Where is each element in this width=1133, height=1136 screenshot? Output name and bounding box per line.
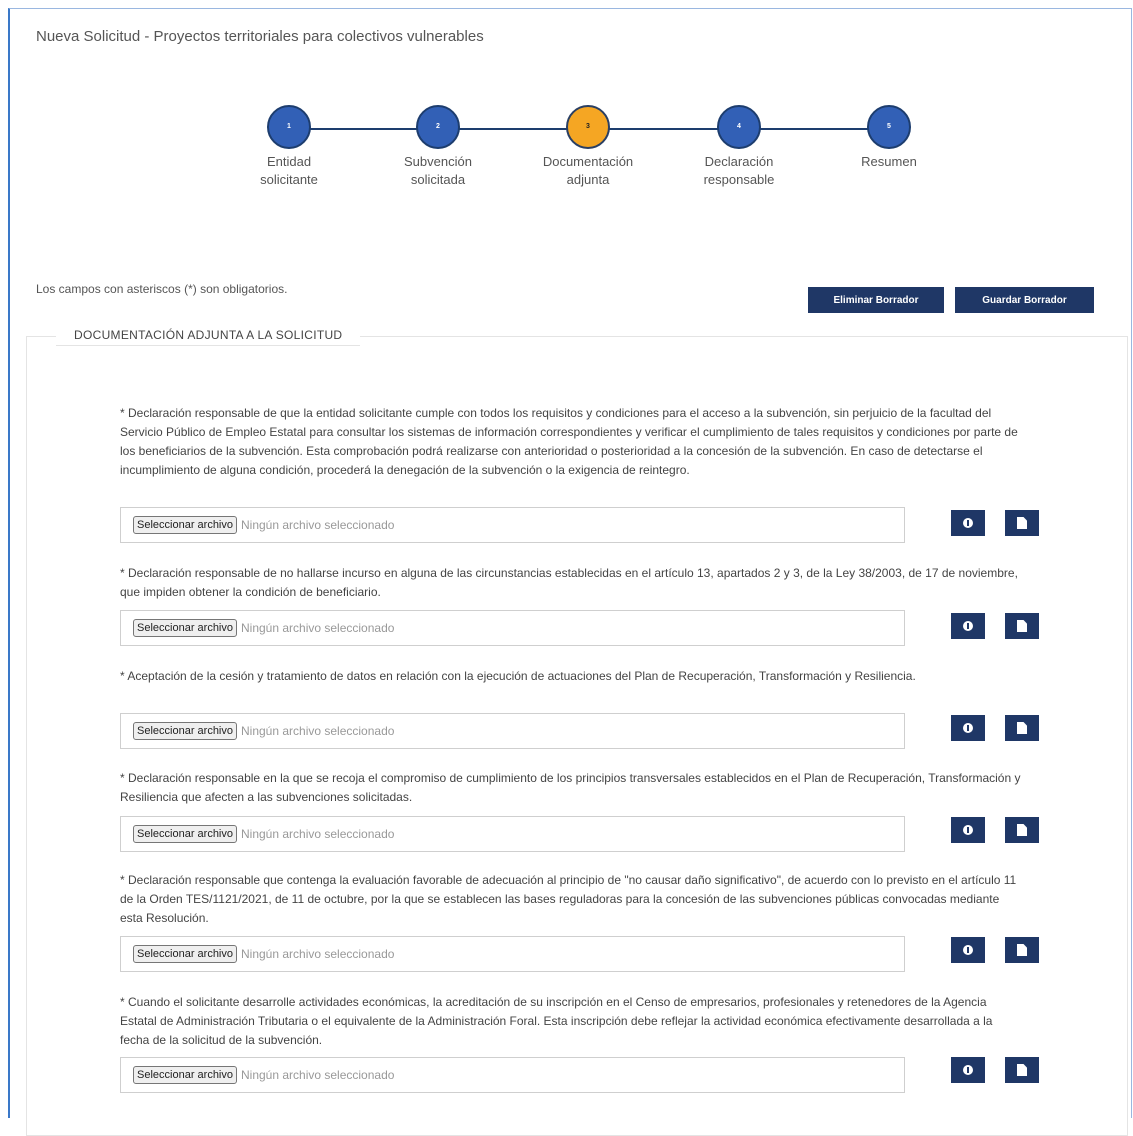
select-file-button[interactable]: Seleccionar archivo (133, 825, 237, 843)
step-label: Declaración responsable (703, 154, 775, 187)
info-icon (963, 621, 973, 631)
document-description: * Declaración responsable de que la entidad solicitante cumple con todos los requisitos y condiciones para el acceso a la subvención, sin perjuicio de la facultad del Servicio Público de Empleo Estatal para consultar los sistemas de información correspondientes y verificar el cumplimiento de tales requisitos y condiciones por parte de los beneficiarios de la subvención. Esta comprobación podrá realizarse con anterioridad o posterioridad a la concesión de la subvención. En caso de detectarse el incumplimiento de alguna condición, procederá la denegación de la subvención o la exigencia de reintegro. (120, 406, 1018, 477)
select-file-button[interactable]: Seleccionar archivo (133, 722, 237, 740)
file-input[interactable] (120, 507, 905, 543)
document-description: * Cuando el solicitante desarrolle actividades económicas, la acreditación de su inscripción en el Censo de empresarios, profesionales y retenedores de la Agencia Estatal de Administración Tributaria o el equivalente de la Administración Foral. Esta inscripción debe reflejar la actividad económica efectivamente desarrollada a la fecha de la solicitud de la subvención. (120, 995, 993, 1047)
info-button[interactable] (951, 817, 985, 843)
document-button[interactable] (1005, 937, 1039, 963)
document-button[interactable] (1005, 817, 1039, 843)
file-input[interactable] (120, 816, 905, 852)
file-status-text: Ningún archivo seleccionado (241, 827, 395, 841)
document-description: * Aceptación de la cesión y tratamiento de datos en relación con la ejecución de actuaciones del Plan de Recuperación, Transformación y Resiliencia. (120, 669, 916, 683)
step-label: Subvención solicitada (404, 154, 472, 187)
file-status-text: Ningún archivo seleccionado (241, 947, 395, 961)
select-file-button[interactable]: Seleccionar archivo (133, 516, 237, 534)
document-button[interactable] (1005, 1057, 1039, 1083)
file-status-text: Ningún archivo seleccionado (241, 518, 395, 532)
section-title: DOCUMENTACIÓN ADJUNTA A LA SOLICITUD (56, 325, 360, 346)
step-resumen[interactable] (819, 100, 959, 171)
file-input[interactable] (120, 936, 905, 972)
step-declaracion-responsable[interactable] (669, 100, 809, 189)
info-icon (963, 518, 973, 528)
step-circle-active: 3 (566, 105, 610, 149)
step-documentacion-adjunta[interactable] (518, 100, 658, 189)
info-button[interactable] (951, 1057, 985, 1083)
required-fields-note: Los campos con asteriscos (*) son obligatorios. (36, 282, 288, 296)
document-button[interactable] (1005, 613, 1039, 639)
delete-draft-button[interactable]: Eliminar Borrador (808, 287, 944, 313)
file-status-text: Ningún archivo seleccionado (241, 621, 395, 635)
info-icon (963, 1065, 973, 1075)
step-label: Documentación adjunta (542, 154, 634, 187)
document-icon (1017, 517, 1027, 529)
document-description: * Declaración responsable de no hallarse incurso en alguna de las circunstancias establecidas en el artículo 13, apartados 2 y 3, de la Ley 38/2003, de 17 de noviembre, que impiden obtener la condición de beneficiario. (120, 566, 1018, 599)
file-input[interactable] (120, 1057, 905, 1093)
document-button[interactable] (1005, 715, 1039, 741)
step-circle: 4 (717, 105, 761, 149)
document-description: * Declaración responsable en la que se recoja el compromiso de cumplimiento de los principios transversales establecidos en el Plan de Recuperación, Transformación y Resiliencia que afecten a las subvenciones solicitadas. (120, 771, 1021, 804)
file-status-text: Ningún archivo seleccionado (241, 724, 395, 738)
document-button[interactable] (1005, 510, 1039, 536)
step-label: Resumen (861, 154, 917, 169)
step-label: Entidad solicitante (260, 154, 318, 187)
select-file-button[interactable]: Seleccionar archivo (133, 945, 237, 963)
document-icon (1017, 722, 1027, 734)
step-circle: 1 (267, 105, 311, 149)
info-button[interactable] (951, 510, 985, 536)
info-icon (963, 825, 973, 835)
document-icon (1017, 620, 1027, 632)
document-icon (1017, 824, 1027, 836)
select-file-button[interactable]: Seleccionar archivo (133, 619, 237, 637)
progress-stepper (0, 100, 1133, 210)
file-input[interactable] (120, 610, 905, 646)
step-circle: 5 (867, 105, 911, 149)
info-button[interactable] (951, 715, 985, 741)
step-circle: 2 (416, 105, 460, 149)
info-button[interactable] (951, 937, 985, 963)
file-input[interactable] (120, 713, 905, 749)
info-icon (963, 723, 973, 733)
file-status-text: Ningún archivo seleccionado (241, 1068, 395, 1082)
info-button[interactable] (951, 613, 985, 639)
step-subvencion-solicitada[interactable] (368, 100, 508, 189)
step-entidad-solicitante[interactable] (219, 100, 359, 189)
document-icon (1017, 1064, 1027, 1076)
page-title: Nueva Solicitud - Proyectos territoriales para colectivos vulnerables (36, 28, 484, 45)
save-draft-button[interactable]: Guardar Borrador (955, 287, 1094, 313)
document-description: * Declaración responsable que contenga la evaluación favorable de adecuación al principio de "no causar daño significativo", de acuerdo con lo previsto en el artículo 11 de la Orden TES/1121/2021, de 11 de octubre, por la que se establecen las bases reguladoras para la concesión de las subvenciones públicas convocadas mediante esta Resolución. (120, 873, 1017, 925)
info-icon (963, 945, 973, 955)
document-icon (1017, 944, 1027, 956)
select-file-button[interactable]: Seleccionar archivo (133, 1066, 237, 1084)
